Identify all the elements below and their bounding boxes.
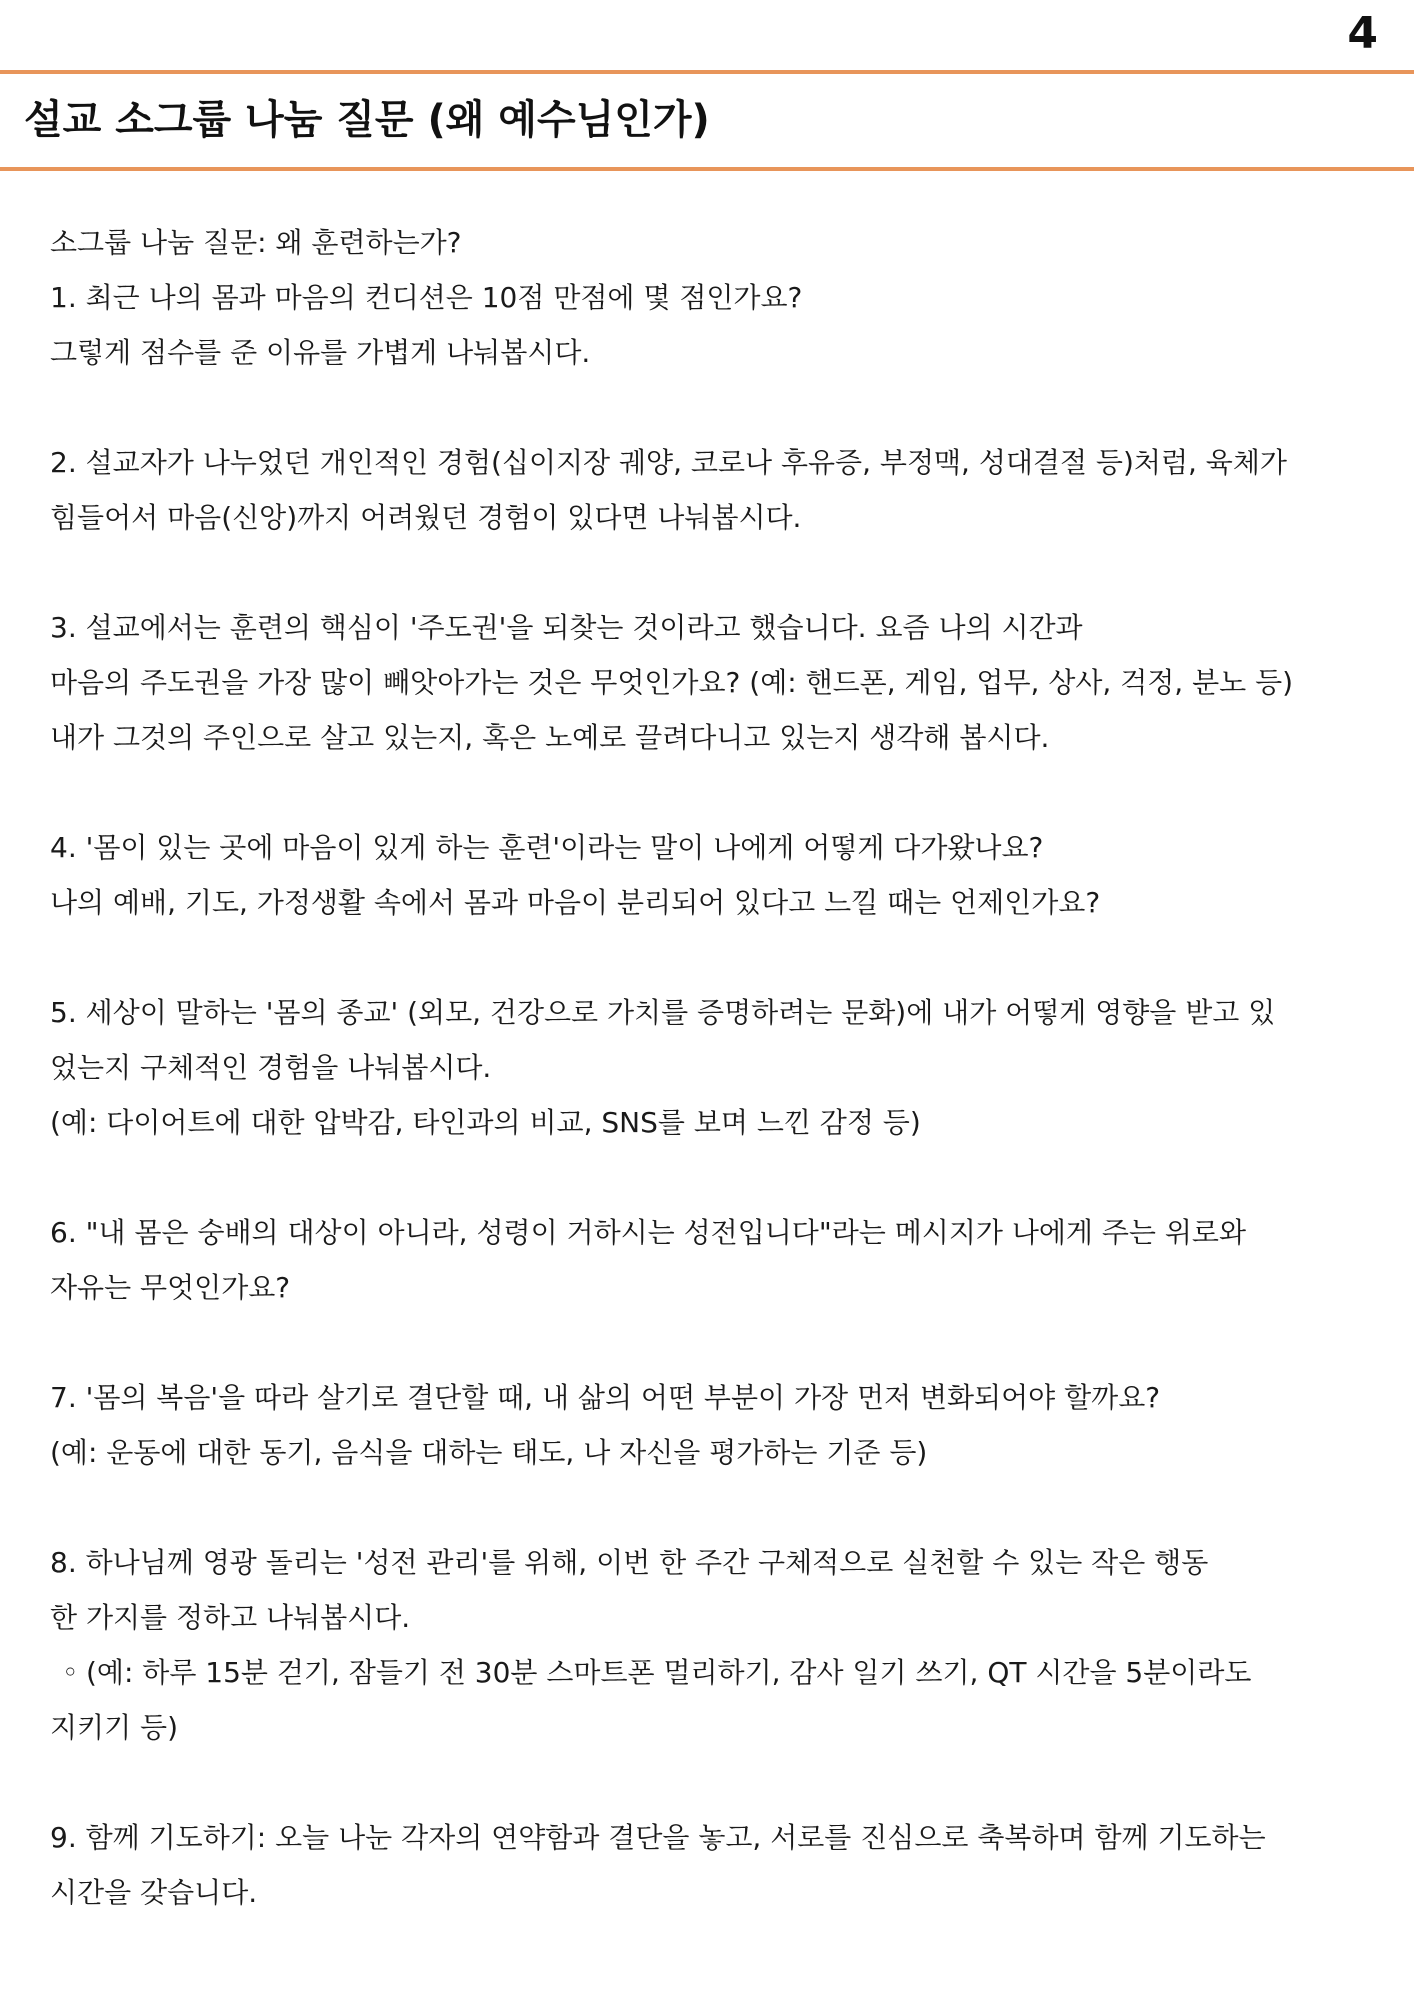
question-8-example-text: (예: 하루 15분 걷기, 잠들기 전 30분 스마트폰 멀리하기, 감사 일기 쓰기, QT 시간을 5분이라도 bbox=[86, 1656, 1252, 1689]
question-8-line-2: 한 가지를 정하고 나눠봅시다. bbox=[50, 1601, 411, 1634]
question-4-line-2: 나의 예배, 기도, 가정생활 속에서 몸과 마음이 분리되어 있다고 느낄 때는 언제인가요? bbox=[50, 886, 1101, 919]
question-3-line-3: 내가 그것의 주인으로 살고 있는지, 혹은 노예로 끌려다니고 있는지 생각해 봅시다. bbox=[50, 721, 1050, 754]
question-8-example-cont: 지키기 등) bbox=[50, 1711, 179, 1744]
question-3-line-1: 3. 설교에서는 훈련의 핵심이 '주도권'을 되찾는 것이라고 했습니다. 요즘 나의 시간과 bbox=[50, 611, 1083, 644]
question-6-line-2: 자유는 무엇인가요? bbox=[50, 1271, 291, 1304]
question-7-line-2: (예: 운동에 대한 동기, 음식을 대하는 태도, 나 자신을 평가하는 기준 등) bbox=[50, 1436, 928, 1469]
bullet-icon: ◦ bbox=[62, 1656, 79, 1689]
page-title: 설교 소그룹 나눔 질문 (왜 예수님인가) bbox=[24, 97, 710, 143]
question-8 bbox=[50, 1535, 1380, 1755]
question-6 bbox=[50, 1205, 1380, 1315]
question-5-line-1: 5. 세상이 말하는 '몸의 종교' (외모, 건강으로 가치를 증명하려는 문화)에 내가 어떻게 영향을 받고 있 bbox=[50, 996, 1276, 1029]
question-3-line-2: 마음의 주도권을 가장 많이 빼앗아가는 것은 무엇인가요? (예: 핸드폰, 게임, 업무, 상사, 걱정, 분노 등) bbox=[50, 666, 1294, 699]
question-9-line-2: 시간을 갖습니다. bbox=[50, 1876, 258, 1909]
spacer bbox=[50, 765, 1380, 820]
header-top-rule bbox=[0, 70, 1414, 74]
question-1 bbox=[50, 270, 1380, 380]
question-9 bbox=[50, 1810, 1380, 1920]
question-2-line-1: 2. 설교자가 나누었던 개인적인 경험(십이지장 궤양, 코로나 후유증, 부정맥, 성대결절 등)처럼, 육체가 bbox=[50, 446, 1287, 479]
spacer bbox=[50, 1480, 1380, 1535]
spacer bbox=[50, 930, 1380, 985]
question-7-line-1: 7. '몸의 복음'을 따라 살기로 결단할 때, 내 삶의 어떤 부분이 가장 먼저 변화되어야 할까요? bbox=[50, 1381, 1161, 1414]
question-9-line-1: 9. 함께 기도하기: 오늘 나눈 각자의 연약함과 결단을 놓고, 서로를 진심으로 축복하며 함께 기도하는 bbox=[50, 1821, 1266, 1854]
spacer bbox=[50, 545, 1380, 600]
question-1-line-1: 1. 최근 나의 몸과 마음의 컨디션은 10점 만점에 몇 점인가요? bbox=[50, 281, 803, 314]
question-5-line-3: (예: 다이어트에 대한 압박감, 타인과의 비교, SNS를 보며 느낀 감정 등) bbox=[50, 1106, 921, 1139]
question-5-line-2: 었는지 구체적인 경험을 나눠봅시다. bbox=[50, 1051, 492, 1084]
spacer bbox=[50, 1150, 1380, 1205]
question-7 bbox=[50, 1370, 1380, 1480]
question-5 bbox=[50, 985, 1380, 1150]
spacer bbox=[50, 380, 1380, 435]
question-4 bbox=[50, 820, 1380, 930]
question-8-line-1: 8. 하나님께 영광 돌리는 '성전 관리'를 위해, 이번 한 주간 구체적으로 실천할 수 있는 작은 행동 bbox=[50, 1546, 1209, 1579]
question-2-line-2: 힘들어서 마음(신앙)까지 어려웠던 경험이 있다면 나눠봅시다. bbox=[50, 501, 802, 534]
question-6-line-1: 6. "내 몸은 숭배의 대상이 아니라, 성령이 거하시는 성전입니다"라는 메시지가 나에게 주는 위로와 bbox=[50, 1216, 1247, 1249]
spacer bbox=[50, 1315, 1380, 1370]
question-4-line-1: 4. '몸이 있는 곳에 마음이 있게 하는 훈련'이라는 말이 나에게 어떻게 다가왔나요? bbox=[50, 831, 1044, 864]
question-3 bbox=[50, 600, 1380, 765]
question-8-example bbox=[50, 1645, 1380, 1700]
intro-line: 소그룹 나눔 질문: 왜 훈련하는가? bbox=[50, 226, 462, 259]
spacer bbox=[50, 1755, 1380, 1810]
question-1-line-2: 그렇게 점수를 준 이유를 가볍게 나눠봅시다. bbox=[50, 336, 591, 369]
header-bottom-rule bbox=[0, 167, 1414, 171]
question-2 bbox=[50, 435, 1380, 545]
page-number: 4 bbox=[1347, 8, 1378, 59]
question-list bbox=[50, 215, 1380, 1920]
